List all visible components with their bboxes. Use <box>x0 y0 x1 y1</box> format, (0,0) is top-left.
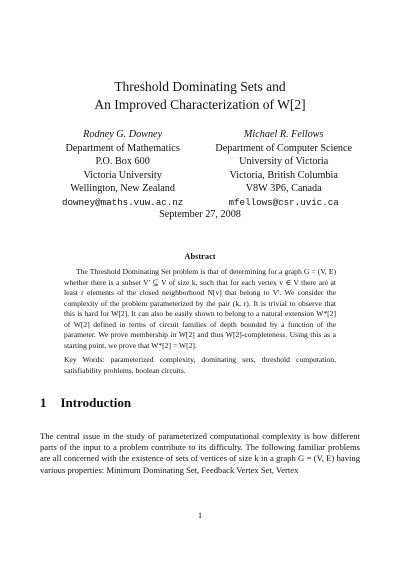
author-address-line: V8W 3P6, Canada <box>245 183 322 195</box>
paper-date: September 27, 2008 <box>159 209 241 220</box>
author-address-line: P.O. Box 600 <box>95 156 150 168</box>
author-address-line: Victoria University <box>83 169 162 181</box>
keywords: Key Words: parameterized complexity, dominating sets, threshold computation, satisfiability problems, boolean circuits. <box>64 355 336 375</box>
abstract-body: The Threshold Dominating Set problem is that of determining for a graph G = (V, E) whether there is a subset V' ⊆ V of size k, such that for each vertex v ∈ V there are at least r elements of the closed neighborhood N[v] that belong to V'. We consider the complexity of the problem parameterized by the pair (k, r). It is trivial to observe that this is hard for W[2]. It can also be easily shown to belong to a natural extension W*[2] of W[2] defined in terms of circuit families of depth bounded by a function of the parameter. We prove membership in W[2] and thus W[2]-completeness. Using this as a starting point, we prove that W*[2] = W[2]. <box>64 267 336 350</box>
author-email: mfellows@csr.uvic.ca <box>228 196 339 208</box>
author-email: downey@maths.vuw.ac.nz <box>62 196 184 208</box>
author-1 <box>62 128 183 210</box>
section-title: Introduction <box>60 395 132 410</box>
author-address-line: Wellington, New Zealand <box>70 183 175 195</box>
section-number: 1 <box>40 395 47 410</box>
author-block <box>62 128 352 210</box>
title-line-2: An Improved Characterization of W[2] <box>94 97 306 112</box>
author-2 <box>215 128 352 210</box>
author-department: Department of Mathematics <box>65 142 180 154</box>
abstract-heading: Abstract <box>184 252 216 261</box>
author-name: Rodney G. Downey <box>83 129 163 140</box>
author-address-line: University of Victoria <box>239 156 329 168</box>
page-number: 1 <box>197 510 203 520</box>
section-body: The central issue in the study of parameterized computational complexity is how different parts of the input to a problem contribute to its difficulty. The following familiar problems are all concerned with the existence of sets of vertices of size k in a graph G = (V, E) having various properties: Minimum Dominating Set, Feedback Vertex Set, Vertex <box>40 431 360 475</box>
author-department: Department of Computer Science <box>215 142 352 154</box>
paper-title <box>40 78 360 114</box>
author-address-line: Victoria, British Columbia <box>229 169 338 181</box>
title-line-1: Threshold Dominating Sets and <box>114 79 286 94</box>
section-heading <box>40 395 131 411</box>
author-name: Michael R. Fellows <box>243 129 324 140</box>
